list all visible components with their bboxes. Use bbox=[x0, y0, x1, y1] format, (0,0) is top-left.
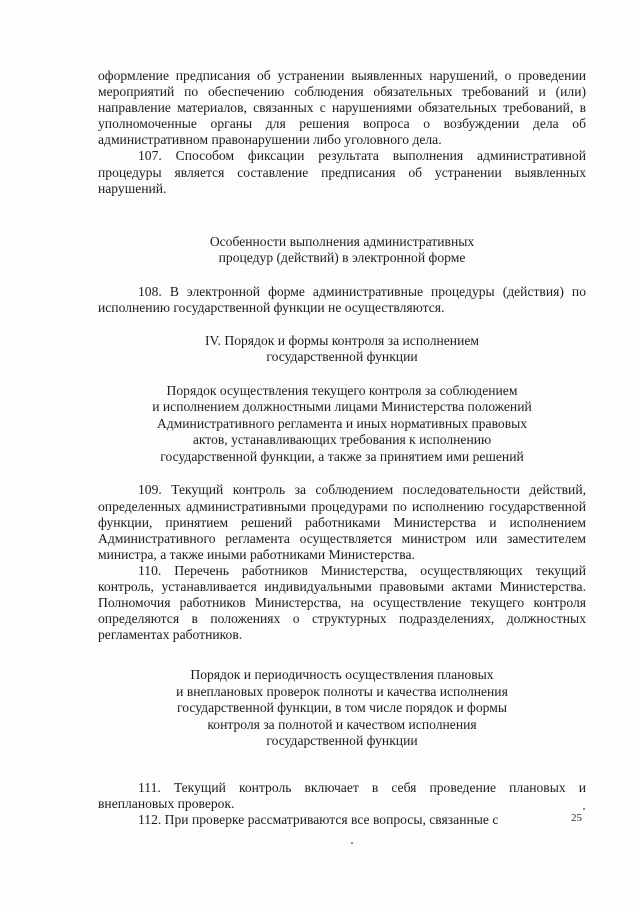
heading-line: Особенности выполнения административных bbox=[209, 233, 475, 249]
heading-line: государственной функции bbox=[266, 349, 418, 365]
heading-line: и внеплановых проверок полноты и качества исполнения bbox=[176, 683, 508, 699]
paragraph-continuation: оформление предписания об устранении выявленных нарушений, о проведении мероприятий по обеспечению соблюдения обязательных требований и (или) направление материалов, связанных с нарушениями обязательных требований, в уполномоченные органы для решения вопроса о возбуждении дела об административном правонарушении либо уголовного дела. bbox=[98, 68, 586, 148]
paragraph-108: 108. В электронной форме административные процедуры (действия) по исполнению государственной функции не осуществляются. bbox=[98, 283, 586, 315]
heading-planned-inspections bbox=[98, 667, 586, 750]
heading-electronic-form bbox=[98, 234, 586, 267]
heading-current-control bbox=[98, 383, 586, 466]
heading-line: государственной функции bbox=[266, 733, 418, 749]
heading-line: и исполнением должностными лицами Министерства положений bbox=[152, 399, 532, 415]
heading-line: актов, устанавливающих требования к исполнению bbox=[192, 432, 492, 448]
paragraph-112: 112. При проверке рассматриваются все вопросы, связанные с bbox=[138, 812, 499, 828]
heading-line: государственной функции, в том числе порядок и формы bbox=[177, 700, 507, 716]
heading-line: процедур (действий) в электронной форме bbox=[218, 250, 466, 266]
paragraph-111: 111. Текущий контроль включает в себя проведение плановых и внеплановых проверок. bbox=[98, 779, 586, 811]
paragraph-107: 107. Способом фиксации результата выполнения административной процедуры является составление предписания об устранении выявленных нарушений. bbox=[98, 148, 586, 196]
heading-line: контроля за полнотой и качеством исполнения bbox=[207, 716, 477, 732]
paragraph-110: 110. Перечень работников Министерства, осуществляющих текущий контроль, устанавливается индивидуальными правовыми актами Министерства. Полномочия работников Министерства, на осуществление текущего контроля определяются в положениях о структурных подразделениях, должностных регламентах работников. bbox=[98, 562, 586, 643]
paragraph-109: 109. Текущий контроль за соблюдением последовательности действий, определенных административными процедурами по исполнению государственной функции, принятием решений работниками Министерства и исполнением Административного регламента осуществляется министром или заместителем министра, а также иными работниками Министерства. bbox=[98, 482, 586, 562]
heading-line: Административного регламента и иных нормативных правовых bbox=[156, 415, 528, 431]
heading-line: IV. Порядок и формы контроля за исполнением bbox=[205, 332, 479, 348]
heading-line: Порядок осуществления текущего контроля за соблюдением bbox=[166, 382, 518, 398]
heading-line: Порядок и периодичность осуществления плановых bbox=[190, 667, 494, 683]
document-body bbox=[98, 68, 586, 828]
heading-line: государственной функции, а также за принятием ими решений bbox=[160, 448, 524, 464]
page-number: 25 bbox=[571, 812, 582, 824]
heading-section-iv bbox=[98, 333, 586, 366]
scan-speck bbox=[351, 842, 353, 844]
scan-speck bbox=[583, 808, 585, 810]
